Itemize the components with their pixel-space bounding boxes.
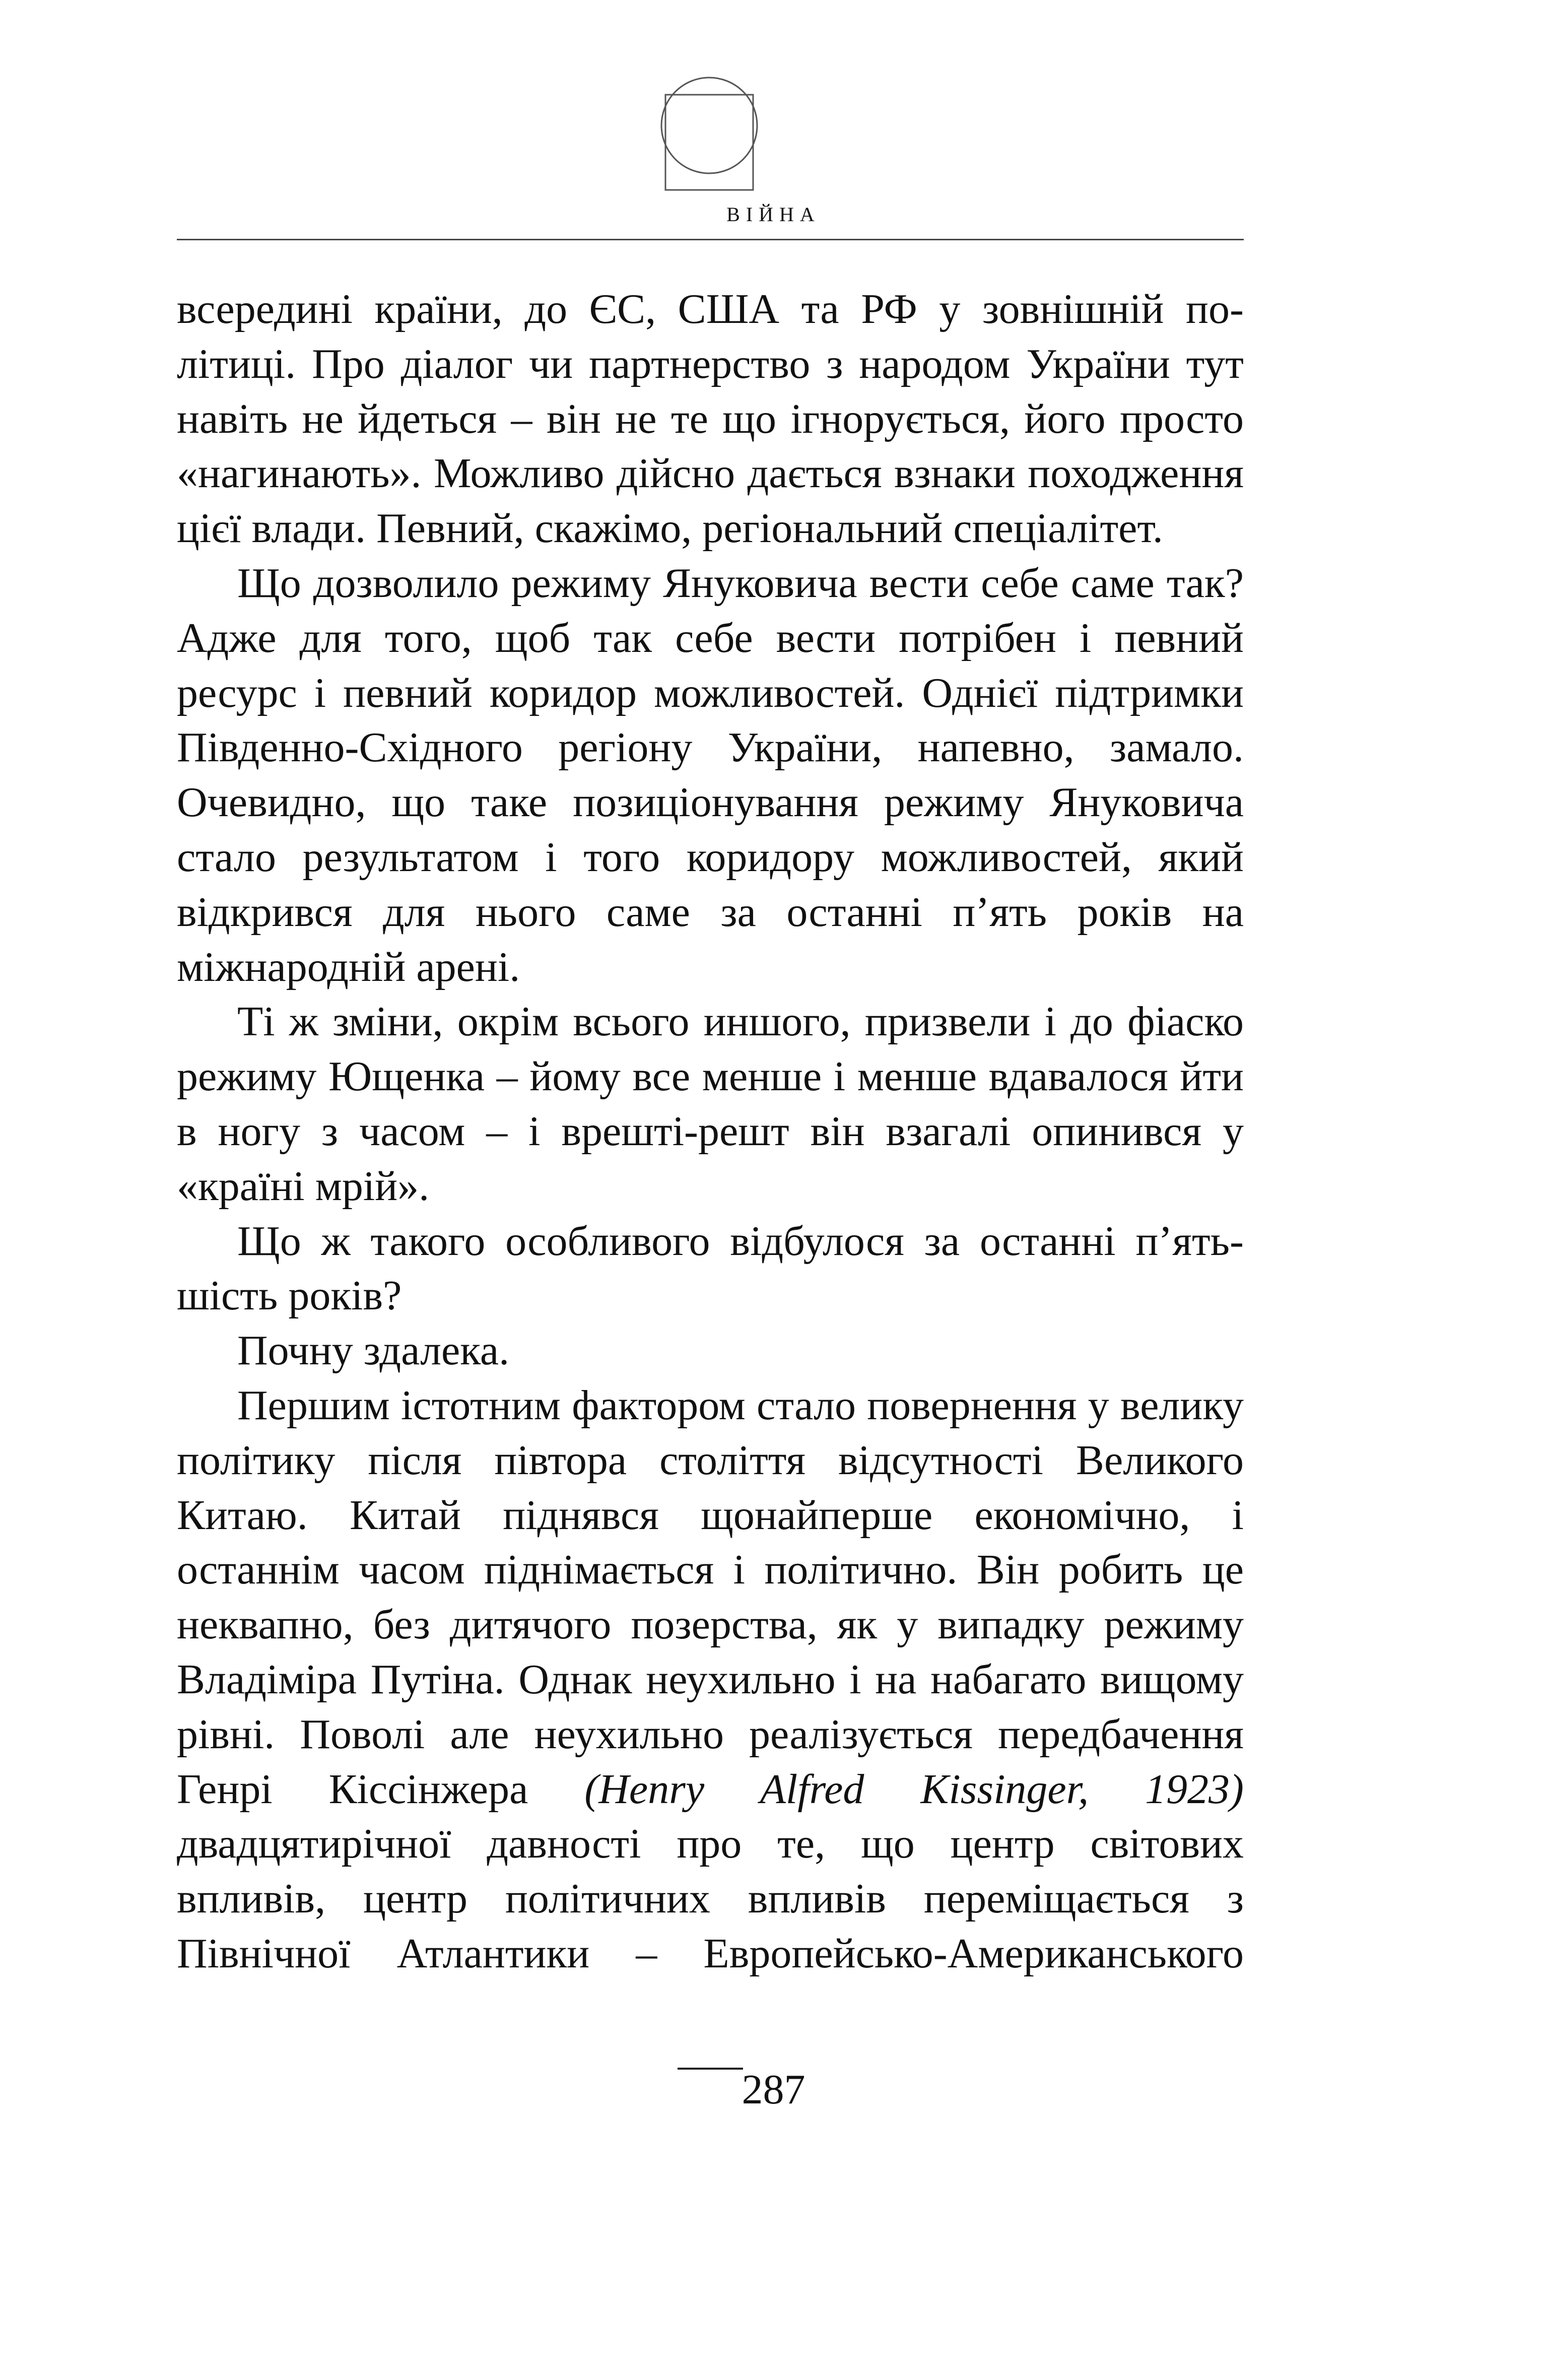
paragraph bbox=[177, 1378, 1244, 1981]
paragraph: Що дозволило режиму Януковича вести себе саме так? Адже для того, щоб так себе вести потрібен і певний ресурс і певний коридор можливостей. Однієї підтримки Південно-Східного регіону України, напевно, замало. Очевидно, що таке позиціонування режиму Януковича стало результатом і того коридору можливостей, який відкрився для нього саме за останні п’ять років на міжнародній арені. bbox=[177, 559, 1244, 990]
paragraph-text: двадцятирічної давності про те, що центр світових впливів, центр політичних впливів переміщається з Північної Атлантики – Европейсько-Американського bbox=[177, 1820, 1244, 1977]
body-text bbox=[177, 282, 1244, 1981]
circle-square-emblem-icon bbox=[653, 76, 765, 196]
paragraph: Ті ж зміни, окрім всього иншого, призвели і до фіаско режиму Ющенка – йому все менше і менше вдавалося йти в ногу з часом – і врешті-решт він взагалі опинився у «країні мрій». bbox=[177, 998, 1244, 1210]
paragraph: Що ж такого особливого відбулося за останні п’ять-шість років? bbox=[177, 1217, 1244, 1319]
header-rule bbox=[177, 239, 1244, 240]
paragraph-text: Першим істотним фактором стало повернення у велику політику після півтора століття відсутності Великого Китаю. Китай піднявся щонайперше економічно, і останнім часом піднімається і політично. Він робить це неквапно, без дитячого позерства, як у випадку режиму Владіміра Путіна. Однак неухильно і на набагато вищому рівні. Поволі але неухильно реалізується передбачення Генрі Кіссінжера bbox=[177, 1381, 1244, 1813]
paragraph: всередині країни, до ЄС, США та РФ у зовнішній політиці. Про діалог чи партнерство з народом України тут навіть не йдеться – він не те що ігнорується, його просто «нагинають». Можливо дійсно дається взнаки походження цієї влади. Певний, скажімо, регіональний спеціалітет. bbox=[177, 286, 1244, 552]
paragraph: Почну здалека. bbox=[237, 1327, 510, 1374]
running-head: ВІЙНА bbox=[726, 203, 821, 226]
page-number: 287 bbox=[742, 2066, 805, 2113]
citation: (Henry Alfred Kissinger, 1923) bbox=[584, 1765, 1244, 1813]
